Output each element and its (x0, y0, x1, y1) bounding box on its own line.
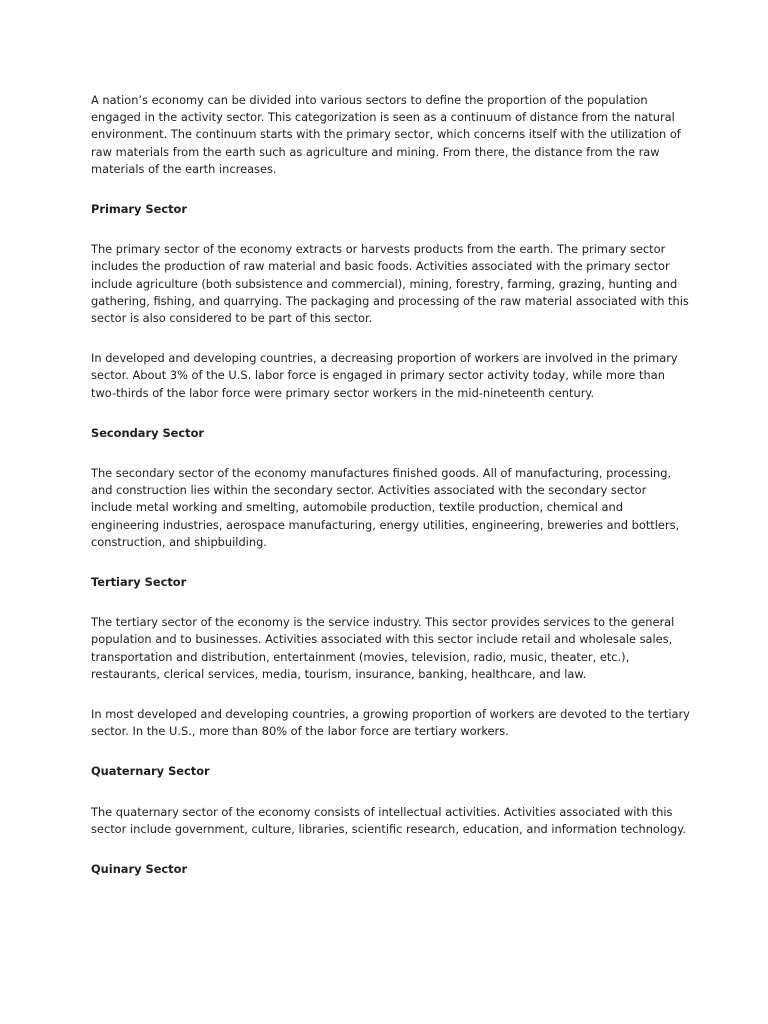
primary-sector-paragraph-1: The primary sector of the economy extracts or harvests products from the earth. The primary sector includes the production of raw material and basic foods. Activities associated with the primary sector include agriculture (both subsistence and commercial), mining, forestry, farming, grazing, hunting and gathering, fishing, and quarrying. The packaging and processing of the raw material associated with this sector is also considered to be part of this sector. (91, 242, 689, 326)
primary-sector-heading: Primary Sector (91, 202, 188, 217)
secondary-sector-heading: Secondary Sector (91, 425, 205, 440)
quaternary-sector-heading: Quaternary Sector (91, 764, 210, 779)
quinary-sector-heading: Quinary Sector (91, 862, 188, 877)
tertiary-sector-heading: Tertiary Sector (91, 575, 187, 590)
document-page (91, 92, 691, 901)
tertiary-sector-paragraph-2: In most developed and developing countries, a growing proportion of workers are devoted to the tertiary sector. In the U.S., more than 80% of the labor force are tertiary workers. (91, 707, 690, 739)
quaternary-sector-paragraph: The quaternary sector of the economy consists of intellectual activities. Activities associated with this sector include government, culture, libraries, scientific research, education, and information technology. (91, 804, 686, 836)
tertiary-sector-paragraph-1: The tertiary sector of the economy is the service industry. This sector provides services to the general population and to businesses. Activities associated with this sector include retail and wholesale sales, transportation and distribution, entertainment (movies, television, radio, music, theater, etc.), restaurants, clerical services, media, tourism, insurance, banking, healthcare, and law. (91, 615, 675, 681)
intro-paragraph: A nation’s economy can be divided into various sectors to define the proportion of the population engaged in the activity sector. This categorization is seen as a continuum of distance from the natural environment. The continuum starts with the primary sector, which concerns itself with the utilization of raw materials from the earth such as agriculture and mining. From there, the distance from the raw materials of the earth increases. (91, 93, 681, 176)
secondary-sector-paragraph: The secondary sector of the economy manufactures finished goods. All of manufacturing, processing, and construction lies within the secondary sector. Activities associated with the secondary sector include metal working and smelting, automobile production, textile production, chemical and engineering industries, aerospace manufacturing, energy utilities, engineering, breweries and bottlers, construction, and shipbuilding. (91, 466, 680, 549)
primary-sector-paragraph-2: In developed and developing countries, a decreasing proportion of workers are involved in the primary sector. About 3% of the U.S. labor force is engaged in primary sector activity today, while more than two-thirds of the labor force were primary sector workers in the mid-nineteenth century. (91, 351, 678, 400)
